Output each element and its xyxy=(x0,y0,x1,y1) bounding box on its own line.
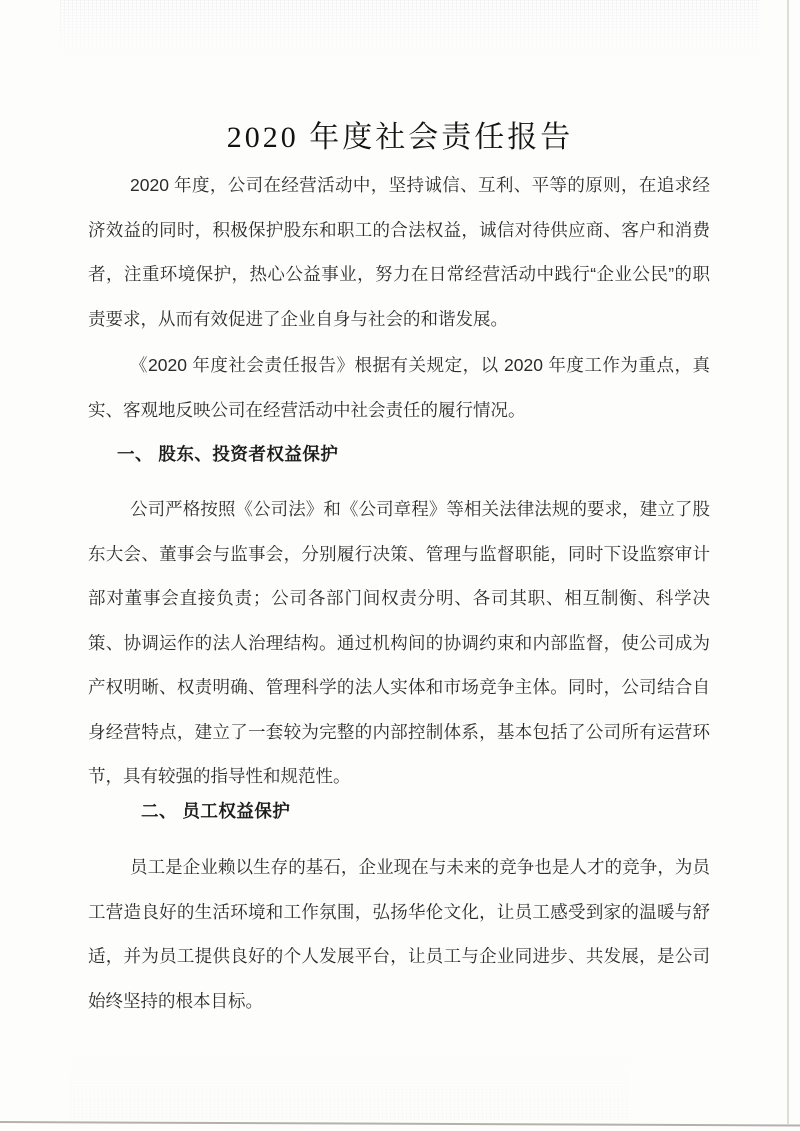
intro-paragraph-1: 2020 年度，公司在经营活动中，坚持诚信、互利、平等的原则，在追求经济效益的同时，积极保护股东和职工的合法权益，诚信对待供应商、客户和消费者，注重环境保护，热心公益事业，努力在日常经营活动中践行“企业公民”的职责要求，从而有效促进了企业自身与社会的和谐发展。 xyxy=(88,175,710,329)
scanner-noise-bottom xyxy=(70,1035,630,1120)
document-title: 2020 年度社会责任报告 xyxy=(226,121,574,154)
scan-edge-right-line xyxy=(787,0,789,1124)
section-2-body: 员工是企业赖以生存的基石，企业现在与未来的竞争也是人才的竞争，为员工营造良好的生活环境和工作氛围，弘扬华伦文化，让员工感受到家的温暖与舒适，并为员工提供良好的个人发展平台，让员工与企业同进步、共发展，是公司始终坚持的根本目标。 xyxy=(88,857,710,1011)
scanner-noise-top xyxy=(60,0,760,70)
scan-edge-bottom-line xyxy=(0,1121,800,1127)
section-1-body: 公司严格按照《公司法》和《公司章程》等相关法律法规的要求，建立了股东大会、董事会与监事会，分别履行决策、管理与监督职能，同时下设监察审计部对董事会直接负责；公司各部门间权责分明、各司其职、相互制衡、科学决策、协调运作的法人治理结构。通过机构间的协调约束和内部监督，使公司成为产权明晰、权责明确、管理科学的法人实体和市场竞争主体。同时，公司结合自身经营特点，建立了一套较为完整的内部控制体系，基本包括了公司所有运营环节，具有较强的指导性和规范性。 xyxy=(88,499,710,786)
section-1-heading: 一、 股东、投资者权益保护 xyxy=(117,444,339,464)
intro-paragraph-2: 《2020 年度社会责任报告》根据有关规定，以 2020 年度工作为重点，真实、客观地反映公司在经营活动中社会责任的履行情况。 xyxy=(88,355,710,420)
section-2-heading: 二、 员工权益保护 xyxy=(141,801,291,821)
